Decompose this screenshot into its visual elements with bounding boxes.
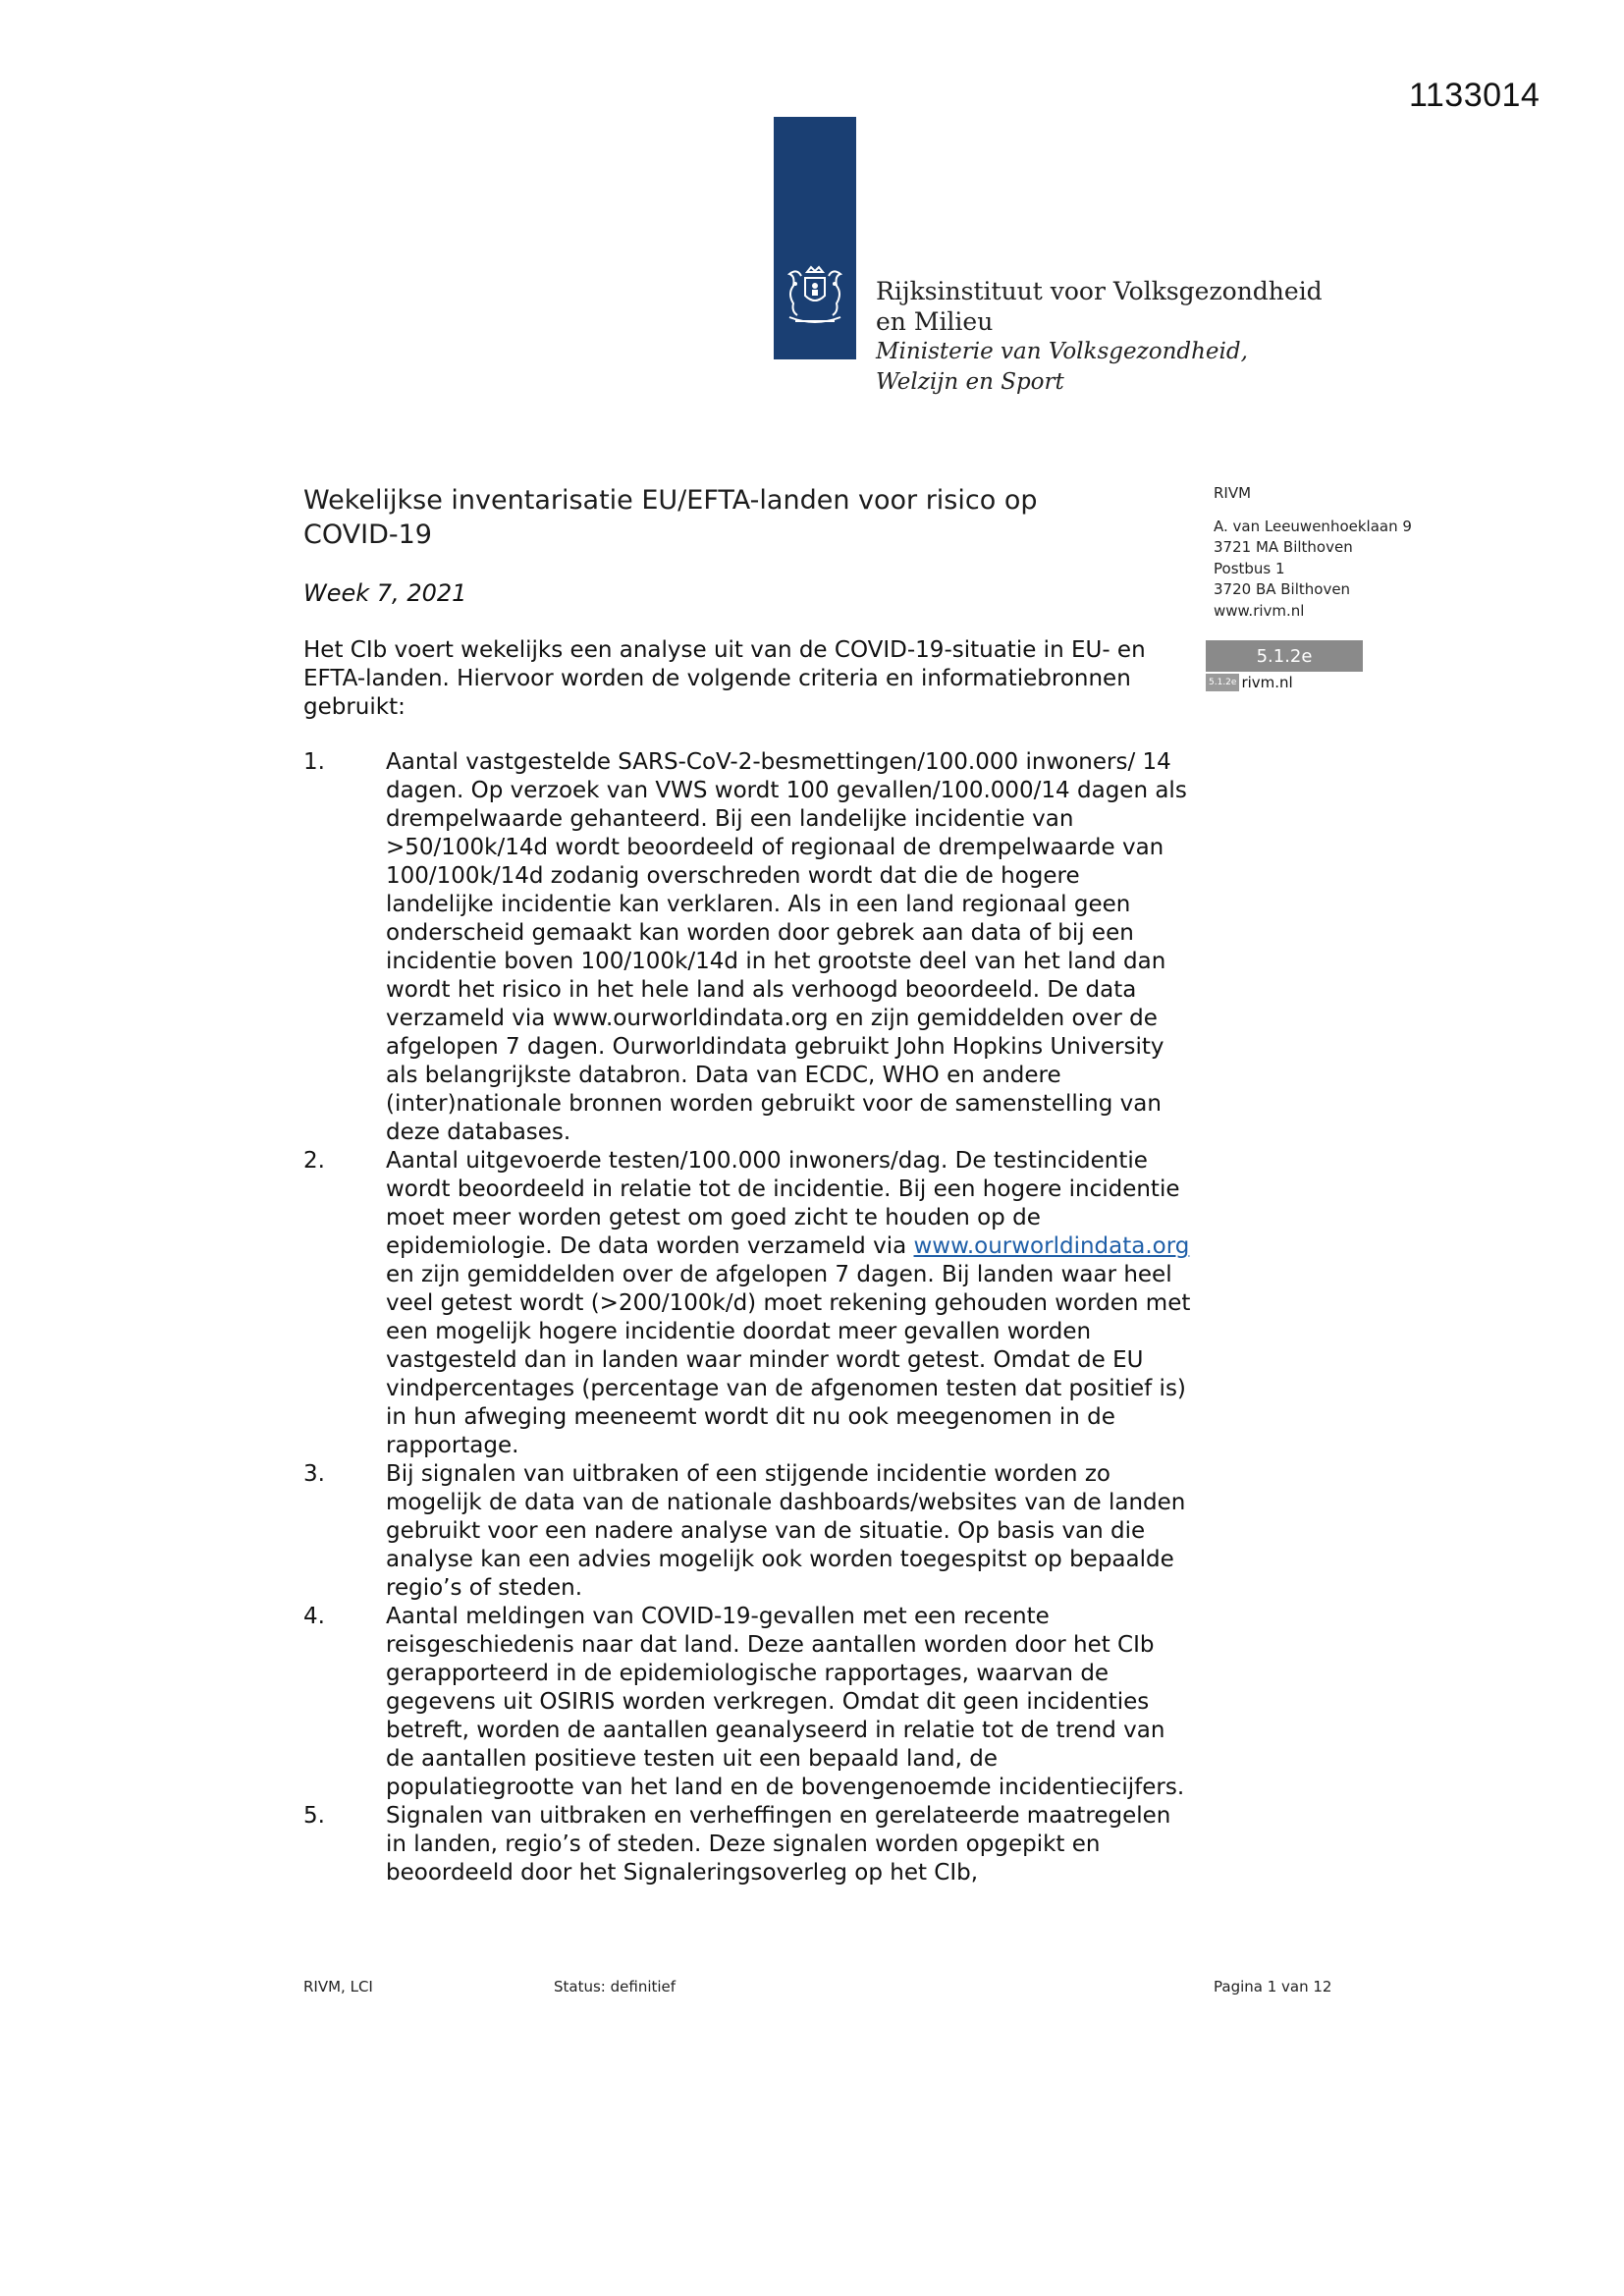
email-line [1206,672,1293,693]
list-item-number: 3. [303,1461,325,1487]
list-item-number: 1. [303,749,325,775]
list-item-number: 4. [303,1604,325,1629]
list-item [303,748,1197,1147]
organization-block [876,276,1323,398]
royal-coat-of-arms-icon [782,264,848,333]
list-item [303,1460,1197,1603]
ministry-line2: Welzijn en Sport [876,369,1064,395]
list-item-text-part: Aantal uitgevoerde testen/100.000 inwoners/dag. De testincidentie wordt beoordeeld in relatie tot de incidentie. Bij een hogere incidentie moet meer worden getest om goed zicht te houden op de epidemiologie. De data worden verzameld via [386,1148,1180,1259]
ministry-line1: Ministerie van Volksgezondheid, [876,339,1248,364]
org-name-line2: en Milieu [876,307,994,336]
intro-paragraph: Het CIb voert wekelijks een analyse uit van de COVID-19-situatie in EU- en EFTA-landen. Hiervoor worden de volgende criteria en informatiebronnen gebruikt: [303,637,1146,720]
week-label: Week 7, 2021 [303,579,467,607]
list-item-text: Signalen van uitbraken en verheffingen en gerelateerde maatregelen in landen, regio’s of steden. Deze signalen worden opgepikt en beoordeeld door het Signaleringsoverleg op het CIb, [386,1803,1171,1886]
list-item [303,1802,1197,1887]
list-item [303,1147,1197,1460]
footer-department: RIVM, LCI [303,1978,373,1995]
page-title: Wekelijkse inventarisatie EU/EFTA-landen voor risico op COVID-19 [303,485,1038,550]
ourworldindata-link[interactable]: www.ourworldindata.org [913,1233,1190,1259]
email-redaction: 5.1.2e [1206,674,1239,691]
footer-page-number: Pagina 1 van 12 [1214,1978,1332,1995]
criteria-list [303,748,1197,1887]
list-item-text: Aantal vastgestelde SARS-CoV-2-besmettingen/100.000 inwoners/ 14 dagen. Op verzoek van VWS wordt 100 gevallen/100.000/14 dagen als drempelwaarde gehanteerd. Bij een landelijke incidentie van >50/100k/14d wordt beoordeeld of regionaal de drempelwaarde van 100/100k/14d zodanig overschreden wordt dat die de hogere landelijke incidentie kan verklaren. Als in een land regionaal geen onderscheid gemaakt kan worden door gebrek aan data of bij een incidentie boven 100/100k/14d in het grootste deel van het land dan wordt het risico in het hele land als verhoogd beoordeeld. De data verzameld via www.ourworldindata.org en zijn gemiddelden over de afgelopen 7 dagen. Ourworldindata gebruikt John Hopkins University als belangrijkste databron. Data van ECDC, WHO en andere (inter)nationale bronnen worden gebruikt voor de samenstelling van deze databases. [386,749,1187,1145]
document-id: 1133014 [1409,77,1541,114]
list-item-text-part: en zijn gemiddelden over de afgelopen 7 dagen. Bij landen waar heel veel getest wordt (>200/100k/d) moet rekening gehouden worden met een mogelijk hogere incidentie doordat meer gevallen worden vastgesteld dan in landen waar minder wordt getest. Omdat de EU vindpercentages (percentage van de afgenomen testen dat positief is) in hun afweging meeneemt wordt dit nu ook meegenomen in de rapportage. [386,1262,1191,1458]
list-item-text: Bij signalen van uitbraken of een stijgende incidentie worden zo mogelijk de data van de nationale dashboards/websites van de landen gebruikt voor een nadere analyse van de situatie. Op basis van die analyse kan een advies mogelijk ook worden toegespitst op bepaalde regio’s of steden. [386,1461,1186,1601]
list-item-number: 5. [303,1803,325,1829]
footer-status: Status: definitief [554,1978,677,1995]
address-line: Postbus 1 [1214,559,1285,577]
org-name-line1: Rijksinstituut voor Volksgezondheid [876,277,1323,305]
sidebar-org: RIVM [1214,484,1252,502]
address-sidebar [1214,483,1449,622]
list-item-text [386,1147,1191,1460]
address-line: 3721 MA Bilthoven [1214,538,1353,556]
list-item-text: Aantal meldingen van COVID-19-gevallen met een recente reisgeschiedenis naar dat land. Deze aantallen worden door het CIb gerapporteerd in de epidemiologische rapportages, waarvan de gegevens uit OSIRIS worden verkregen. Omdat dit geen incidenties betreft, worden de aantallen geanalyseerd in relatie tot de trend van de aantallen positieve testen uit een bepaald land, de populatiegrootte van het land en de bovengenoemde incidentiecijfers. [386,1604,1185,1800]
redaction-box: 5.1.2e [1206,640,1363,672]
list-item-number: 2. [303,1148,325,1174]
list-item [303,1603,1197,1802]
logo-bar [774,117,856,359]
website-link[interactable]: www.rivm.nl [1214,601,1305,620]
email-suffix: rivm.nl [1241,674,1293,691]
address-line: A. van Leeuwenhoeklaan 9 [1214,517,1412,535]
address-line: 3720 BA Bilthoven [1214,580,1351,598]
